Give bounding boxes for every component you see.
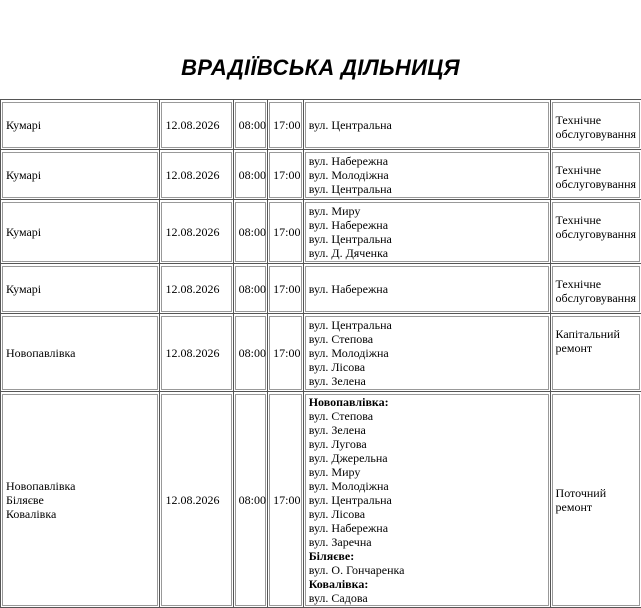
streets-cell xyxy=(303,264,550,314)
outage-date: 12.08.2026 xyxy=(165,493,219,507)
street-name: вул. Заречна xyxy=(309,535,405,549)
settlement-name: Біляєве xyxy=(6,493,75,507)
start-time-cell xyxy=(233,200,268,264)
start-time: 08:00 xyxy=(239,282,266,296)
work-type: Технічне обслуговування xyxy=(556,277,637,305)
work-type-cell xyxy=(550,264,641,314)
work-type-cell xyxy=(550,314,641,392)
street-name: вул. Набережна xyxy=(309,282,388,296)
outage-date: 12.08.2026 xyxy=(165,346,219,360)
date-cell xyxy=(160,200,233,264)
end-time: 17:00 xyxy=(273,282,300,296)
work-type: Технічне обслуговування xyxy=(556,113,637,141)
settlement-name: Новопавлівка xyxy=(6,479,75,493)
settlement-name: Кумарі xyxy=(6,225,41,239)
street-name: вул. Садова xyxy=(309,591,405,605)
end-time-cell xyxy=(268,150,304,200)
outage-table-body xyxy=(1,100,641,608)
end-time: 17:00 xyxy=(273,168,300,182)
start-time: 08:00 xyxy=(239,168,266,182)
street-name: вул. Центральна xyxy=(309,182,392,196)
settlement-cell xyxy=(1,392,160,608)
streets-cell xyxy=(303,150,550,200)
street-name: вул. Лісова xyxy=(309,360,392,374)
date-cell xyxy=(160,150,233,200)
start-time-cell xyxy=(233,100,268,150)
end-time: 17:00 xyxy=(273,118,300,132)
settlement-cell xyxy=(1,314,160,392)
end-time: 17:00 xyxy=(273,225,300,239)
date-cell xyxy=(160,392,233,608)
street-name: вул. Центральна xyxy=(309,118,392,132)
table-row xyxy=(1,100,641,150)
street-name: вул. Миру xyxy=(309,204,392,218)
end-time-cell xyxy=(268,392,304,608)
work-type: Поточний ремонт xyxy=(556,486,637,514)
start-time-cell xyxy=(233,264,268,314)
work-type-cell xyxy=(550,100,641,150)
street-name: вул. О. Гончаренка xyxy=(309,563,405,577)
street-name: вул. Д. Дяченка xyxy=(309,246,392,260)
settlement-group-label: Ковалівка: xyxy=(309,577,405,591)
work-type: Капітальний ремонт xyxy=(556,327,637,355)
streets-cell xyxy=(303,314,550,392)
street-name: вул. Джерельна xyxy=(309,451,405,465)
table-row xyxy=(1,200,641,264)
outage-date: 12.08.2026 xyxy=(165,168,219,182)
work-type-cell xyxy=(550,150,641,200)
settlement-cell xyxy=(1,200,160,264)
settlement-cell xyxy=(1,264,160,314)
settlement-name: Новопавлівка xyxy=(6,346,75,360)
settlement-group-label: Новопавлівка: xyxy=(309,395,405,409)
street-name: вул. Зелена xyxy=(309,423,405,437)
date-cell xyxy=(160,264,233,314)
streets-cell xyxy=(303,200,550,264)
settlement-cell xyxy=(1,100,160,150)
table-row xyxy=(1,264,641,314)
streets-cell xyxy=(303,100,550,150)
date-cell xyxy=(160,314,233,392)
settlement-cell xyxy=(1,150,160,200)
start-time: 08:00 xyxy=(239,118,266,132)
start-time: 08:00 xyxy=(239,493,266,507)
streets-cell xyxy=(303,392,550,608)
outage-date: 12.08.2026 xyxy=(165,118,219,132)
end-time: 17:00 xyxy=(273,493,300,507)
street-name: вул. Центральна xyxy=(309,318,392,332)
street-name: вул. Зелена xyxy=(309,374,392,388)
settlement-group-label: Біляєве: xyxy=(309,549,405,563)
start-time: 08:00 xyxy=(239,225,266,239)
work-type: Технічне обслуговування xyxy=(556,213,637,241)
settlement-name: Кумарі xyxy=(6,118,41,132)
street-name: вул. Набережна xyxy=(309,218,392,232)
start-time-cell xyxy=(233,150,268,200)
end-time-cell xyxy=(268,314,304,392)
street-name: вул. Молодіжна xyxy=(309,168,392,182)
start-time-cell xyxy=(233,392,268,608)
street-name: вул. Центральна xyxy=(309,232,392,246)
table-row xyxy=(1,314,641,392)
street-name: вул. Центральна xyxy=(309,493,405,507)
settlement-name: Кумарі xyxy=(6,168,41,182)
outage-date: 12.08.2026 xyxy=(165,282,219,296)
end-time-cell xyxy=(268,100,304,150)
street-name: вул. Набережна xyxy=(309,521,405,535)
street-name: вул. Молодіжна xyxy=(309,346,392,360)
street-name: вул. Лугова xyxy=(309,437,405,451)
table-row xyxy=(1,150,641,200)
end-time-cell xyxy=(268,200,304,264)
street-name: вул. Степова xyxy=(309,409,405,423)
date-cell xyxy=(160,100,233,150)
street-name: вул. Молодіжна xyxy=(309,479,405,493)
street-name: вул. Миру xyxy=(309,465,405,479)
work-type: Технічне обслуговування xyxy=(556,163,637,191)
end-time-cell xyxy=(268,264,304,314)
outage-table xyxy=(0,99,641,608)
start-time-cell xyxy=(233,314,268,392)
table-row xyxy=(1,392,641,608)
street-name: вул. Степова xyxy=(309,332,392,346)
settlement-name: Кумарі xyxy=(6,282,41,296)
work-type-cell xyxy=(550,392,641,608)
outage-date: 12.08.2026 xyxy=(165,225,219,239)
start-time: 08:00 xyxy=(239,346,266,360)
work-type-cell xyxy=(550,200,641,264)
street-name: вул. Набережна xyxy=(309,154,392,168)
settlement-name: Ковалівка xyxy=(6,507,75,521)
end-time: 17:00 xyxy=(273,346,300,360)
section-title: ВРАДІЇВСЬКА ДІЛЬНИЦЯ xyxy=(0,55,641,81)
street-name: вул. Лісова xyxy=(309,507,405,521)
